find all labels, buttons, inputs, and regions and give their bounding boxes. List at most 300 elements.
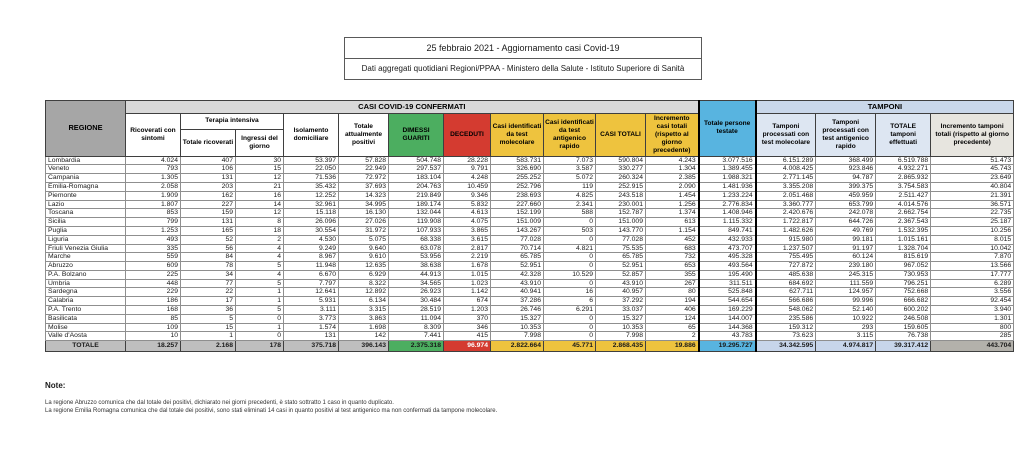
value-cell: 40.941 <box>491 288 544 297</box>
value-cell: 165 <box>181 226 236 235</box>
value-cell: 293 <box>816 323 876 332</box>
value-cell: 0 <box>236 314 284 323</box>
value-cell: 99.181 <box>816 235 876 244</box>
value-cell: 1.154 <box>646 226 699 235</box>
table-row <box>46 306 1014 315</box>
value-cell: 5.072 <box>544 174 596 183</box>
value-cell: 566.686 <box>756 297 816 306</box>
table-row <box>46 262 1014 271</box>
value-cell: 34.342.595 <box>756 341 816 352</box>
value-cell: 119 <box>544 182 596 191</box>
value-cell: 600.202 <box>876 306 931 315</box>
value-cell: 3.556 <box>931 288 1014 297</box>
value-cell: 12 <box>236 174 284 183</box>
region-name-cell: Emilia-Romagna <box>46 182 126 191</box>
table-row <box>46 174 1014 183</box>
region-name-cell: Basilicata <box>46 314 126 323</box>
value-cell: 72.972 <box>339 174 389 183</box>
value-cell: 7.998 <box>491 332 544 341</box>
value-cell: 92.454 <box>931 297 1014 306</box>
value-cell: 2 <box>646 332 699 341</box>
value-cell: 124 <box>646 314 699 323</box>
header-ingressi-del-giorno: Ingressi del giorno <box>236 129 284 156</box>
value-cell: 11.948 <box>284 262 339 271</box>
value-cell: 2.385 <box>646 174 699 183</box>
value-cell: 40.804 <box>931 182 1014 191</box>
value-cell: 4 <box>236 244 284 253</box>
value-cell: 1.023 <box>444 279 491 288</box>
table-row <box>46 182 1014 191</box>
value-cell: 5 <box>236 262 284 271</box>
value-cell: 1.374 <box>646 209 699 218</box>
value-cell: 151.009 <box>596 218 646 227</box>
value-cell: 4.014.576 <box>876 200 931 209</box>
value-cell: 219.849 <box>389 191 444 200</box>
region-name-cell: Umbria <box>46 279 126 288</box>
value-cell: 6 <box>544 297 596 306</box>
value-cell: 3.940 <box>931 306 1014 315</box>
value-cell: 3.863 <box>339 314 389 323</box>
value-cell: 548.062 <box>756 306 816 315</box>
value-cell: 684.692 <box>756 279 816 288</box>
value-cell: 7.441 <box>389 332 444 341</box>
value-cell: 2.511.427 <box>876 191 931 200</box>
value-cell: 0 <box>236 332 284 341</box>
value-cell: 5.832 <box>444 200 491 209</box>
header-casi-test-antigenico: Casi identificati da test antigenico rapido <box>544 114 596 157</box>
value-cell: 26.096 <box>284 218 339 227</box>
value-cell: 124.957 <box>816 288 876 297</box>
value-cell: 28.228 <box>444 156 491 165</box>
value-cell: 194 <box>646 297 699 306</box>
value-cell: 613 <box>646 218 699 227</box>
value-cell: 252.915 <box>596 182 646 191</box>
value-cell: 36 <box>181 306 236 315</box>
region-name-cell: Lazio <box>46 200 126 209</box>
value-cell: 1.408.946 <box>699 209 756 218</box>
value-cell: 39.317.412 <box>876 341 931 352</box>
value-cell: 22.949 <box>339 165 389 174</box>
value-cell: 186 <box>126 297 181 306</box>
value-cell: 674 <box>444 297 491 306</box>
value-cell: 1.482.626 <box>756 226 816 235</box>
table-row <box>46 288 1014 297</box>
value-cell: 0 <box>544 314 596 323</box>
value-cell: 5.075 <box>339 235 389 244</box>
value-cell: 432.933 <box>699 235 756 244</box>
value-cell: 52.857 <box>596 270 646 279</box>
value-cell: 1.389.455 <box>699 165 756 174</box>
value-cell: 796.251 <box>876 279 931 288</box>
value-cell: 14 <box>236 200 284 209</box>
value-cell: 77.028 <box>596 235 646 244</box>
value-cell: 10.529 <box>544 270 596 279</box>
header-totale-persone-testate: Totale persone testate <box>699 101 756 157</box>
table-row <box>46 165 1014 174</box>
value-cell: 26.923 <box>389 288 444 297</box>
value-cell: 15 <box>236 165 284 174</box>
value-cell: 1.532.395 <box>876 226 931 235</box>
value-cell: 653 <box>646 262 699 271</box>
region-name-cell: Toscana <box>46 209 126 218</box>
value-cell: 2.776.834 <box>699 200 756 209</box>
region-name-cell: P.A. Trento <box>46 306 126 315</box>
value-cell: 3.773 <box>284 314 339 323</box>
region-name-cell: Campania <box>46 174 126 183</box>
region-name-cell: Veneto <box>46 165 126 174</box>
value-cell: 12.252 <box>284 191 339 200</box>
value-cell: 239.180 <box>816 262 876 271</box>
notes-section <box>45 381 975 415</box>
value-cell: 169.229 <box>699 306 756 315</box>
value-cell: 43.783 <box>699 332 756 341</box>
value-cell: 2.168 <box>181 341 236 352</box>
region-name-cell: Piemonte <box>46 191 126 200</box>
value-cell: 375.718 <box>284 341 339 352</box>
table-body <box>46 156 1014 352</box>
value-cell: 227.660 <box>491 200 544 209</box>
value-cell: 94.787 <box>816 174 876 183</box>
value-cell: 246.508 <box>876 314 931 323</box>
value-cell: 609 <box>126 262 181 271</box>
value-cell: 9.791 <box>444 165 491 174</box>
table-row <box>46 209 1014 218</box>
value-cell: 485.638 <box>756 270 816 279</box>
value-cell: 627.711 <box>756 288 816 297</box>
banner-tamponi: TAMPONI <box>756 101 1014 114</box>
value-cell: 8.309 <box>389 323 444 332</box>
value-cell: 495.328 <box>699 253 756 262</box>
value-cell: 6.291 <box>544 306 596 315</box>
value-cell: 473.707 <box>699 244 756 253</box>
value-cell: 18 <box>236 226 284 235</box>
value-cell: 1.256 <box>646 200 699 209</box>
value-cell: 1.909 <box>126 191 181 200</box>
value-cell: 683 <box>646 244 699 253</box>
value-cell: 407 <box>181 156 236 165</box>
value-cell: 11.094 <box>389 314 444 323</box>
value-cell: 3.111 <box>284 306 339 315</box>
value-cell: 2.341 <box>544 200 596 209</box>
value-cell: 1.203 <box>444 306 491 315</box>
table-row <box>46 156 1014 165</box>
value-cell: 34.995 <box>339 200 389 209</box>
value-cell: 297.537 <box>389 165 444 174</box>
value-cell: 10.042 <box>931 244 1014 253</box>
region-name-cell: Friuli Venezia Giulia <box>46 244 126 253</box>
value-cell: 106 <box>181 165 236 174</box>
value-cell: 70.714 <box>491 244 544 253</box>
value-cell: 52 <box>181 235 236 244</box>
value-cell: 370 <box>444 314 491 323</box>
value-cell: 6.929 <box>339 270 389 279</box>
header-dimessi-guariti: DIMESSI GUARITI <box>389 114 444 157</box>
header-incremento-casi: Incremento casi totali (rispetto al giorno precedente) <box>646 114 699 157</box>
value-cell: 15.327 <box>596 314 646 323</box>
value-cell: 368.499 <box>816 156 876 165</box>
value-cell: 443.704 <box>931 341 1014 352</box>
value-cell: 590.804 <box>596 156 646 165</box>
value-cell: 111.559 <box>816 279 876 288</box>
value-cell: 493 <box>126 235 181 244</box>
value-cell: 21 <box>236 182 284 191</box>
header-tamponi-molecolare: Tamponi processati con test molecolare <box>756 114 816 157</box>
value-cell: 799 <box>126 218 181 227</box>
header-totale-attualmente-positivi: Totale attualmente positivi <box>339 114 389 157</box>
value-cell: 9.346 <box>444 191 491 200</box>
value-cell: 107.933 <box>389 226 444 235</box>
value-cell: 75.535 <box>596 244 646 253</box>
value-cell: 2.822.664 <box>491 341 544 352</box>
value-cell: 152.199 <box>491 209 544 218</box>
value-cell: 2.817 <box>444 244 491 253</box>
value-cell: 644.726 <box>816 218 876 227</box>
value-cell: 311.511 <box>699 279 756 288</box>
value-cell: 6.134 <box>339 297 389 306</box>
value-cell: 2 <box>236 235 284 244</box>
value-cell: 666.682 <box>876 297 931 306</box>
value-cell: 1 <box>236 297 284 306</box>
value-cell: 17 <box>181 297 236 306</box>
value-cell: 10.922 <box>816 314 876 323</box>
header-isolamento-domiciliare: Isolamento domiciliare <box>284 114 339 157</box>
table-row <box>46 323 1014 332</box>
region-name-cell: Liguria <box>46 235 126 244</box>
value-cell: 1.301 <box>931 314 1014 323</box>
value-cell: 544.654 <box>699 297 756 306</box>
value-cell: 5 <box>236 279 284 288</box>
value-cell: 2.058 <box>126 182 181 191</box>
value-cell: 1.678 <box>444 262 491 271</box>
header-casi-totali: CASI TOTALI <box>596 114 646 157</box>
value-cell: 84 <box>181 253 236 262</box>
region-name-cell: Calabria <box>46 297 126 306</box>
table-header <box>46 101 1014 157</box>
header-incremento-tamponi: Incremento tamponi totali (rispetto al giorno precedente) <box>931 114 1014 157</box>
value-cell: 65 <box>646 323 699 332</box>
value-cell: 0 <box>544 253 596 262</box>
value-cell: 99.996 <box>816 297 876 306</box>
banner-casi-confermati: CASI COVID-19 CONFERMATI <box>126 101 699 114</box>
value-cell: 330.277 <box>596 165 646 174</box>
value-cell: 23.649 <box>931 174 1014 183</box>
value-cell: 730.953 <box>876 270 931 279</box>
value-cell: 45.743 <box>931 165 1014 174</box>
value-cell: 3.754.583 <box>876 182 931 191</box>
value-cell: 2.865.932 <box>876 174 931 183</box>
value-cell: 1 <box>181 332 236 341</box>
value-cell: 4.008.425 <box>756 165 816 174</box>
value-cell: 15 <box>181 323 236 332</box>
value-cell: 159.605 <box>876 323 931 332</box>
value-cell: 60.124 <box>816 253 876 262</box>
value-cell: 53.397 <box>284 156 339 165</box>
value-cell: 80 <box>646 288 699 297</box>
value-cell: 44.913 <box>389 270 444 279</box>
value-cell: 1.305 <box>126 174 181 183</box>
value-cell: 78 <box>181 262 236 271</box>
value-cell: 3.115 <box>816 332 876 341</box>
value-cell: 415 <box>444 332 491 341</box>
value-cell: 1.722.817 <box>756 218 816 227</box>
value-cell: 71.536 <box>284 174 339 183</box>
table-row <box>46 218 1014 227</box>
value-cell: 0 <box>544 262 596 271</box>
value-cell: 15.118 <box>284 209 339 218</box>
value-cell: 3.865 <box>444 226 491 235</box>
value-cell: 33.037 <box>596 306 646 315</box>
table-row <box>46 191 1014 200</box>
value-cell: 9.640 <box>339 244 389 253</box>
value-cell: 9.610 <box>339 253 389 262</box>
value-cell: 51.473 <box>931 156 1014 165</box>
table-row <box>46 244 1014 253</box>
value-cell: 53.956 <box>389 253 444 262</box>
value-cell: 5 <box>181 314 236 323</box>
value-cell: 4.825 <box>544 191 596 200</box>
value-cell: 63.078 <box>389 244 444 253</box>
value-cell: 8.967 <box>284 253 339 262</box>
value-cell: 732 <box>646 253 699 262</box>
value-cell: 4.248 <box>444 174 491 183</box>
header-regione: REGIONE <box>46 101 126 157</box>
value-cell: 4.821 <box>544 244 596 253</box>
value-cell: 152.787 <box>596 209 646 218</box>
value-cell: 793 <box>126 165 181 174</box>
value-cell: 56 <box>181 244 236 253</box>
value-cell: 588 <box>544 209 596 218</box>
value-cell: 245.315 <box>816 270 876 279</box>
value-cell: 151.009 <box>491 218 544 227</box>
value-cell: 27.026 <box>339 218 389 227</box>
value-cell: 2.090 <box>646 182 699 191</box>
value-cell: 1.015.161 <box>876 235 931 244</box>
value-cell: 915.980 <box>756 235 816 244</box>
value-cell: 1.481.936 <box>699 182 756 191</box>
value-cell: 225 <box>126 270 181 279</box>
value-cell: 6.519.788 <box>876 156 931 165</box>
value-cell: 0 <box>544 323 596 332</box>
value-cell: 21.391 <box>931 191 1014 200</box>
region-name-cell: Marche <box>46 253 126 262</box>
value-cell: 448 <box>126 279 181 288</box>
value-cell: 3.315 <box>339 306 389 315</box>
value-cell: 238.693 <box>491 191 544 200</box>
value-cell: 6.289 <box>931 279 1014 288</box>
value-cell: 25.187 <box>931 218 1014 227</box>
value-cell: 255.252 <box>491 174 544 183</box>
value-cell: 227 <box>181 200 236 209</box>
value-cell: 503 <box>544 226 596 235</box>
value-cell: 91.197 <box>816 244 876 253</box>
covid-data-table <box>45 100 1014 352</box>
header-totale-ricoverati: Totale ricoverati <box>181 129 236 156</box>
value-cell: 189.174 <box>389 200 444 209</box>
value-cell: 35.432 <box>284 182 339 191</box>
value-cell: 0 <box>544 279 596 288</box>
value-cell: 6.151.289 <box>756 156 816 165</box>
value-cell: 18.257 <box>126 341 181 352</box>
value-cell: 10.459 <box>444 182 491 191</box>
value-cell: 45.771 <box>544 341 596 352</box>
value-cell: 1.304 <box>646 165 699 174</box>
value-cell: 1.015 <box>444 270 491 279</box>
value-cell: 2.662.754 <box>876 209 931 218</box>
value-cell: 967.052 <box>876 262 931 271</box>
value-cell: 0 <box>544 235 596 244</box>
value-cell: 14.323 <box>339 191 389 200</box>
value-cell: 2.771.145 <box>756 174 816 183</box>
value-cell: 15.327 <box>491 314 544 323</box>
value-cell: 1.142 <box>444 288 491 297</box>
value-cell: 4.613 <box>444 209 491 218</box>
value-cell: 178 <box>236 341 284 352</box>
value-cell: 42.328 <box>491 270 544 279</box>
value-cell: 1.233.224 <box>699 191 756 200</box>
table-row <box>46 332 1014 341</box>
value-cell: 144.368 <box>699 323 756 332</box>
value-cell: 16 <box>544 288 596 297</box>
header-deceduti: DECEDUTI <box>444 114 491 157</box>
note-line: La regione Abruzzo comunica che dal totale dei positivi, dichiarato nei giorni precedenti, è stato sottratto 1 caso in quanto duplicato. <box>45 400 394 406</box>
value-cell: 77 <box>181 279 236 288</box>
region-name-cell: P.A. Bolzano <box>46 270 126 279</box>
value-cell: 504.748 <box>389 156 444 165</box>
table-row <box>46 253 1014 262</box>
region-name-cell: Abruzzo <box>46 262 126 271</box>
value-cell: 26.746 <box>491 306 544 315</box>
value-cell: 1 <box>236 323 284 332</box>
value-cell: 8 <box>236 218 284 227</box>
value-cell: 10.353 <box>491 323 544 332</box>
value-cell: 0 <box>544 218 596 227</box>
value-cell: 143.267 <box>491 226 544 235</box>
header-totale-tamponi: TOTALE tamponi effettuati <box>876 114 931 157</box>
value-cell: 7.998 <box>596 332 646 341</box>
value-cell: 849.741 <box>699 226 756 235</box>
value-cell: 285 <box>931 332 1014 341</box>
value-cell: 2.367.543 <box>876 218 931 227</box>
value-cell: 525.848 <box>699 288 756 297</box>
value-cell: 73.623 <box>756 332 816 341</box>
value-cell: 815.619 <box>876 253 931 262</box>
value-cell: 32.961 <box>284 200 339 209</box>
value-cell: 183.104 <box>389 174 444 183</box>
value-cell: 195.490 <box>699 270 756 279</box>
value-cell: 355 <box>646 270 699 279</box>
value-cell: 142 <box>339 332 389 341</box>
value-cell: 8.015 <box>931 235 1014 244</box>
value-cell: 4 <box>236 253 284 262</box>
table-row <box>46 314 1014 323</box>
region-name-cell: Sicilia <box>46 218 126 227</box>
value-cell: 30 <box>236 156 284 165</box>
value-cell: 5 <box>236 306 284 315</box>
value-cell: 7.797 <box>284 279 339 288</box>
value-cell: 19.886 <box>646 341 699 352</box>
value-cell: 43.910 <box>491 279 544 288</box>
value-cell: 653.799 <box>816 200 876 209</box>
value-cell: 7.870 <box>931 253 1014 262</box>
value-cell: 2.051.468 <box>756 191 816 200</box>
value-cell: 13.566 <box>931 262 1014 271</box>
value-cell: 30.484 <box>389 297 444 306</box>
value-cell: 583.731 <box>491 156 544 165</box>
value-cell: 12.892 <box>339 288 389 297</box>
value-cell: 76.738 <box>876 332 931 341</box>
title-box <box>344 37 702 80</box>
value-cell: 65.785 <box>491 253 544 262</box>
